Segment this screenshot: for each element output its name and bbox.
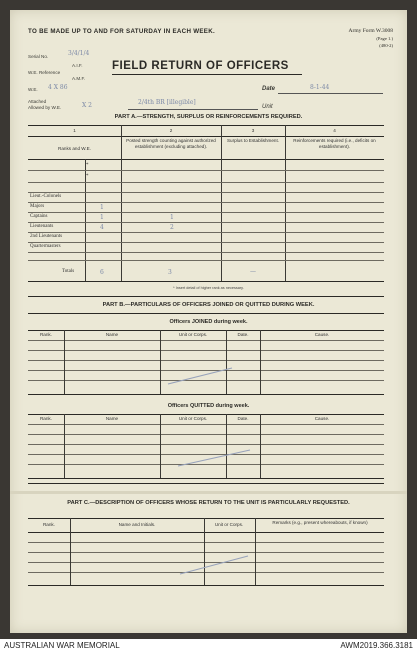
part-a-title: PART A.—STRENGTH, SURPLUS OR REINFORCEMENTS REQUIRED. [114,114,303,120]
joined-strike-mark [160,360,240,390]
date-handwritten: 8-1-44 [310,84,330,91]
serial-handwritten: 3/4/1/4 [68,50,90,57]
joined-col-date: Date. [237,332,249,337]
row-totals: Totals [62,269,75,274]
totals-surplus-value: — [250,268,256,275]
joined-vline [260,330,261,394]
majors-we-value: 1 [100,204,104,211]
col-header-ranks: Ranks and W.E. [58,146,91,151]
row-line [28,242,384,243]
row-majors: Majors [30,204,45,209]
part-b-end-rule [28,483,384,484]
we-handwritten: 4 X 86 [48,84,68,91]
row-2nd-lieutenants: 2nd Lieutenants [30,234,63,239]
part-a-vline-2 [221,125,222,281]
part-a-vline-3 [285,125,286,281]
part-c-col-rank: Rank. [42,522,55,527]
row-line [28,182,384,183]
joined-rule [28,330,384,331]
we-reference-label: W.E. Reference [28,70,61,75]
allowed-by-we-label: Allowed by W.E. [28,105,62,110]
quitted-col-rank: Rank. [39,416,52,421]
row-line [28,202,384,203]
quitted-strike-mark [160,442,260,472]
col-num-3: 3 [251,128,255,133]
part-c-rule-bottom [28,585,384,586]
row-star-2: * [86,174,89,179]
part-a-rule-numbers [28,136,384,137]
form-title: FIELD RETURN OF OFFICERS [112,60,289,72]
attached-handwritten: X 2 [82,102,92,109]
quitted-col-unit: Unit or Corps. [178,416,208,421]
part-a-vline-1 [121,125,122,281]
amf-label: A.M.F. [72,76,86,81]
part-a-rule-top [28,125,384,126]
joined-line [28,350,384,351]
col-num-4: 4 [333,128,336,133]
row-line [28,212,384,213]
part-b-title: PART B.—PARTICULARS OF OFFICERS JOINED OR QUITTED DURING WEEK. [102,302,315,308]
totals-posted-value: 3 [168,269,172,276]
quitted-col-date: Date. [237,416,249,421]
row-line [28,170,384,171]
row-quartermasters: Quartermasters [30,244,61,249]
row-line [28,260,384,261]
page-label: (Page 1.) [376,36,393,41]
row-captains: Captains [30,214,48,219]
quitted-line [28,434,384,435]
caption-accession-number: AWM2019.366.3181 [340,641,413,650]
we-label: W.E. [28,87,38,92]
row-lieutenants: Lieutenants [30,224,54,229]
part-a-note: * Insert detail of higher rank as necessary. [173,286,244,290]
col-header-reinforcements: Reinforcements required (i.e., deficits on establishment). [293,138,376,149]
row-line [28,222,384,223]
joined-col-unit: Unit or Corps. [178,332,208,337]
quitted-col-cause: Cause. [314,416,330,421]
attached-label: Attached [28,99,47,104]
totals-we-value: 6 [100,269,104,276]
unit-line [128,109,258,110]
caption-bar [0,639,417,653]
part-c-col-unit: Unit or Corps. [214,522,244,527]
top-instruction: TO BE MADE UP TO AND FOR SATURDAY IN EACH WEEK. [28,28,216,35]
lieutenants-posted-value: 2 [170,224,174,231]
part-c-col-name: Name and Initials. [118,522,156,527]
part-c-rule-top [28,518,384,519]
lieutenants-we-value: 4 [100,224,104,231]
part-c-col-remarks: Remarks (e.g., present whereabouts, if known) [272,520,368,525]
unit-handwritten: 2/4th BR [illegible] [138,99,196,106]
serial-no-label: Serial No. [28,54,49,59]
quitted-col-name: Name [105,416,119,421]
form-code: (480-2) [379,43,393,48]
part-a-end-rule [28,296,384,297]
col-num-1: 1 [73,128,76,133]
joined-title: Officers JOINED during week. [169,319,248,325]
joined-col-rank: Rank. [39,332,52,337]
part-c-vline [70,518,71,585]
quitted-vline [260,414,261,478]
part-c-rule-header [28,532,384,533]
joined-col-cause: Cause. [314,332,330,337]
row-line [28,252,384,253]
part-a-rule-header [28,159,384,160]
quitted-vline [64,414,65,478]
part-c-title: PART C.—DESCRIPTION OF OFFICERS WHOSE RETURN TO THE UNIT IS PARTICULARLY REQUESTED. [67,500,350,506]
army-form-label [349,28,393,49]
captains-we-value: 1 [100,214,104,221]
col-header-posted: Posted strength counting against authorized establishment (excluding attached). [126,138,216,149]
captains-posted-value: 1 [170,214,174,221]
date-label: Date [262,86,276,92]
caption-source: AUSTRALIAN WAR MEMORIAL [4,641,120,650]
quitted-rule [28,414,384,415]
joined-col-name: Name [105,332,119,337]
date-line [278,93,383,94]
title-underline [112,74,302,75]
joined-vline [64,330,65,394]
quitted-rule-bottom [28,478,384,479]
part-c-strike-mark [160,550,260,580]
row-star-1: * [86,163,89,168]
aif-label: A.I.F. [72,63,83,68]
part-a-rule-bottom [28,281,384,282]
form-sheet [10,10,407,633]
quitted-line [28,424,384,425]
col-num-2: 2 [169,128,173,133]
unit-label: Unit [262,104,273,110]
row-lieut-colonels: Lieut.-Colonels [30,194,62,199]
joined-line [28,340,384,341]
col-header-surplus: Surplus to Establishment. [226,138,280,143]
part-c-line [28,542,384,543]
part-b-rule-top [28,313,384,314]
row-line [28,192,384,193]
joined-rule-bottom [28,394,384,395]
row-line [28,232,384,233]
paper-fold [10,491,407,494]
quitted-title: Officers QUITTED during week. [167,403,250,409]
army-form-number: Army Form W.3008 [348,28,393,34]
